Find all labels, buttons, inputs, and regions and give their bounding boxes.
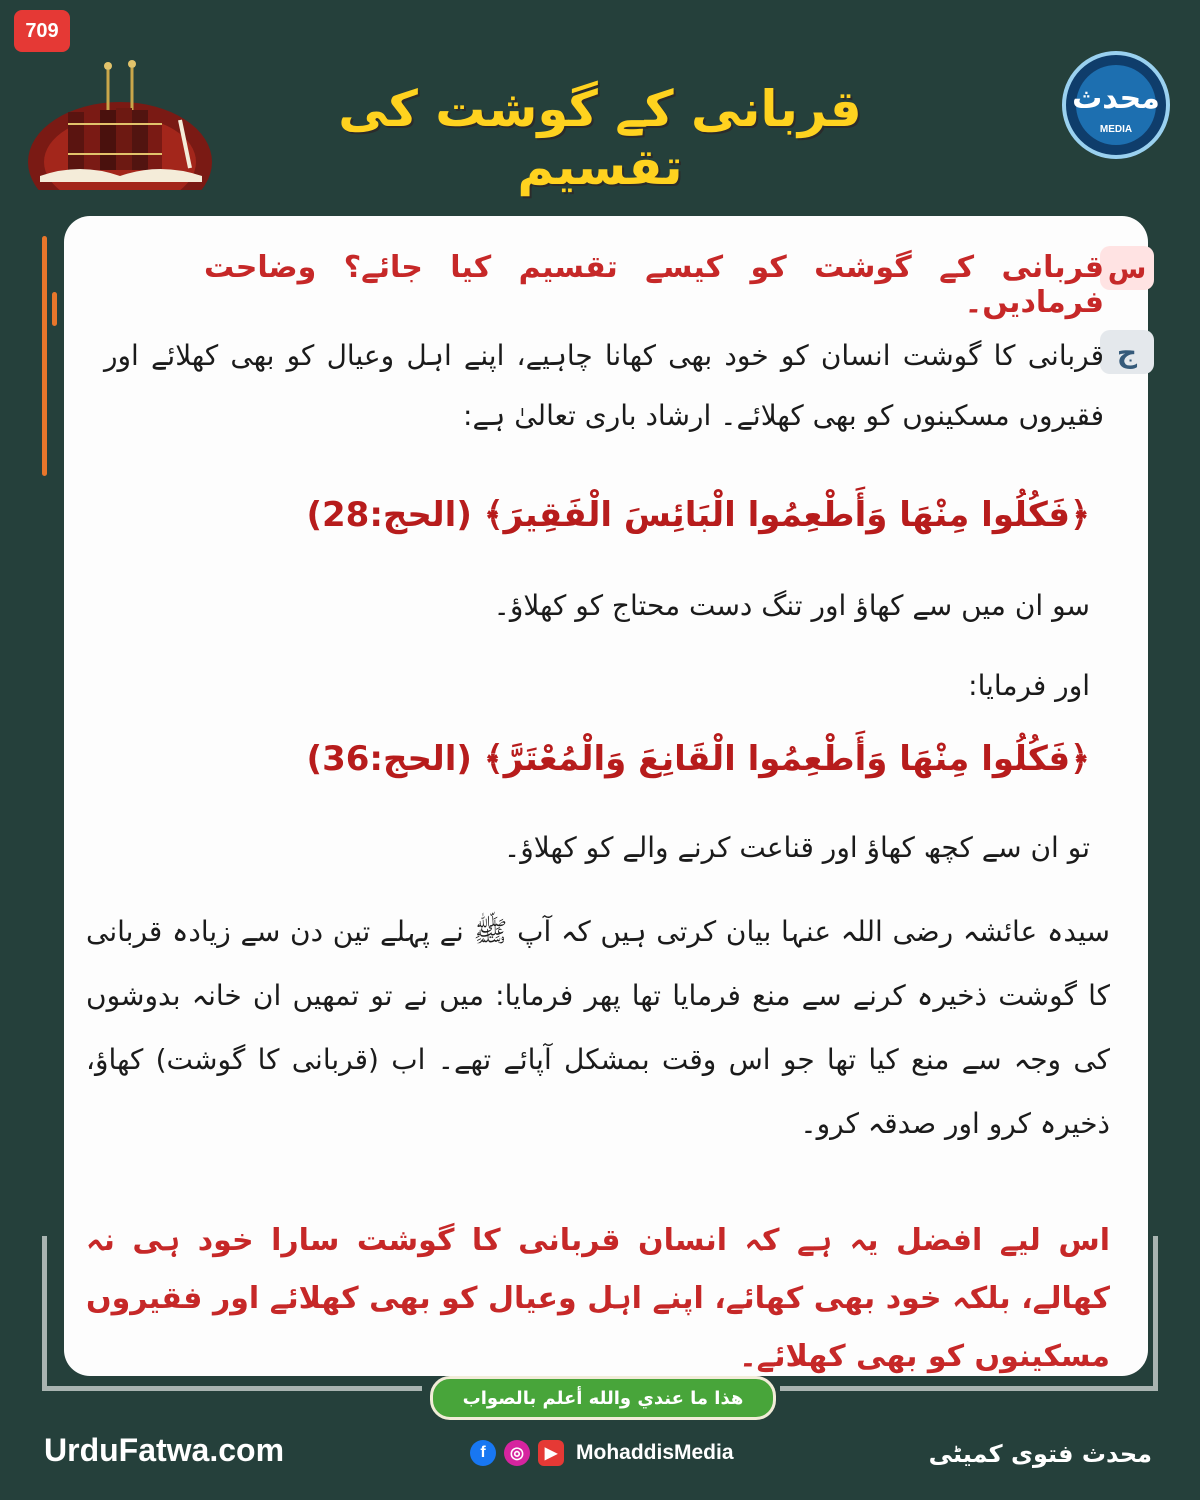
library-books-illustration: [20, 50, 230, 190]
answer-intro: قربانی کا گوشت انسان کو خود بھی کھانا چاہیے، اپنے اہل وعیال کو بھی کھلائے اور فقیروں مسکینوں کو بھی کھلائے۔ ارشاد باری تعالیٰ ہے:: [104, 339, 1104, 432]
closing-phrase: هذا ما عندي والله أعلم بالصواب: [430, 1376, 776, 1420]
quran-verse-1: ﴿فَكُلُوا مِنْهَا وَأَطْعِمُوا الْبَائِسَ الْفَقِيرَ﴾ (الحج:28): [306, 495, 1090, 535]
youtube-icon[interactable]: ▶: [538, 1440, 564, 1466]
answer-marker: ج: [1100, 330, 1154, 374]
facebook-icon[interactable]: f: [470, 1440, 496, 1466]
decor-bar: [42, 236, 47, 476]
logo-sub: MEDIA: [1099, 124, 1133, 135]
fatwa-number-badge: 709: [14, 10, 70, 52]
frame-line: [780, 1386, 1158, 1391]
frame-line: [1153, 1236, 1158, 1386]
translation-2: تو ان سے کچھ کھاؤ اور قناعت کرنے والے کو کھلاؤ۔: [503, 831, 1090, 864]
quran-verse-2: ﴿فَكُلُوا مِنْهَا وَأَطْعِمُوا الْقَانِعَ وَالْمُعْتَرَّ﴾ (الحج:36): [306, 739, 1090, 779]
question-text: قربانی کے گوشت کو کیسے تقسیم کیا جائے؟ وضاحت فرمادیں۔: [204, 250, 1104, 320]
mohaddis-media-logo: [1056, 50, 1176, 160]
frame-line: [42, 1386, 422, 1391]
website-link[interactable]: UrduFatwa.com: [44, 1432, 285, 1468]
page-title: قربانی کے گوشت کی تقسیم: [338, 80, 862, 196]
question-marker: س: [1100, 246, 1154, 290]
social-handles: [470, 1440, 734, 1466]
logo-name: محدث: [1072, 81, 1160, 116]
decor-bar: [52, 292, 57, 326]
frame-line: [42, 1236, 47, 1386]
translation-1: سو ان میں سے کھاؤ اور تنگ دست محتاج کو کھلاؤ۔: [493, 589, 1090, 622]
social-handle[interactable]: MohaddisMedia: [576, 1441, 734, 1464]
instagram-icon[interactable]: ◎: [504, 1440, 530, 1466]
connector-text: اور فرمایا:: [968, 669, 1090, 702]
conclusion-text: اس لیے افضل یہ ہے کہ انسان قربانی کا گوشت سارا خود ہی نہ کھالے، بلکہ خود بھی کھائے، اپنے اہل وعیال کو بھی کھلائے اور فقیروں مسکینوں کو بھی کھلائے۔: [86, 1223, 1110, 1374]
committee-name: محدث فتوی کمیٹی: [928, 1440, 1152, 1468]
hadith-text: سیدہ عائشہ رضی اللہ عنہا بیان کرتی ہیں کہ آپ ﷺ نے پہلے تین دن سے زیادہ قربانی کا گوشت ذخیرہ کرنے سے منع فرمایا تھا پھر فرمایا: میں نے تو تمھیں ان خانہ بدوشوں کی وجہ سے منع کیا تھا جو اس وقت بمشکل آپائے تھے۔ اب (قربانی کا گوشت) کھاؤ، ذخیرہ کرو اور صدقہ کرو۔: [86, 915, 1110, 1140]
